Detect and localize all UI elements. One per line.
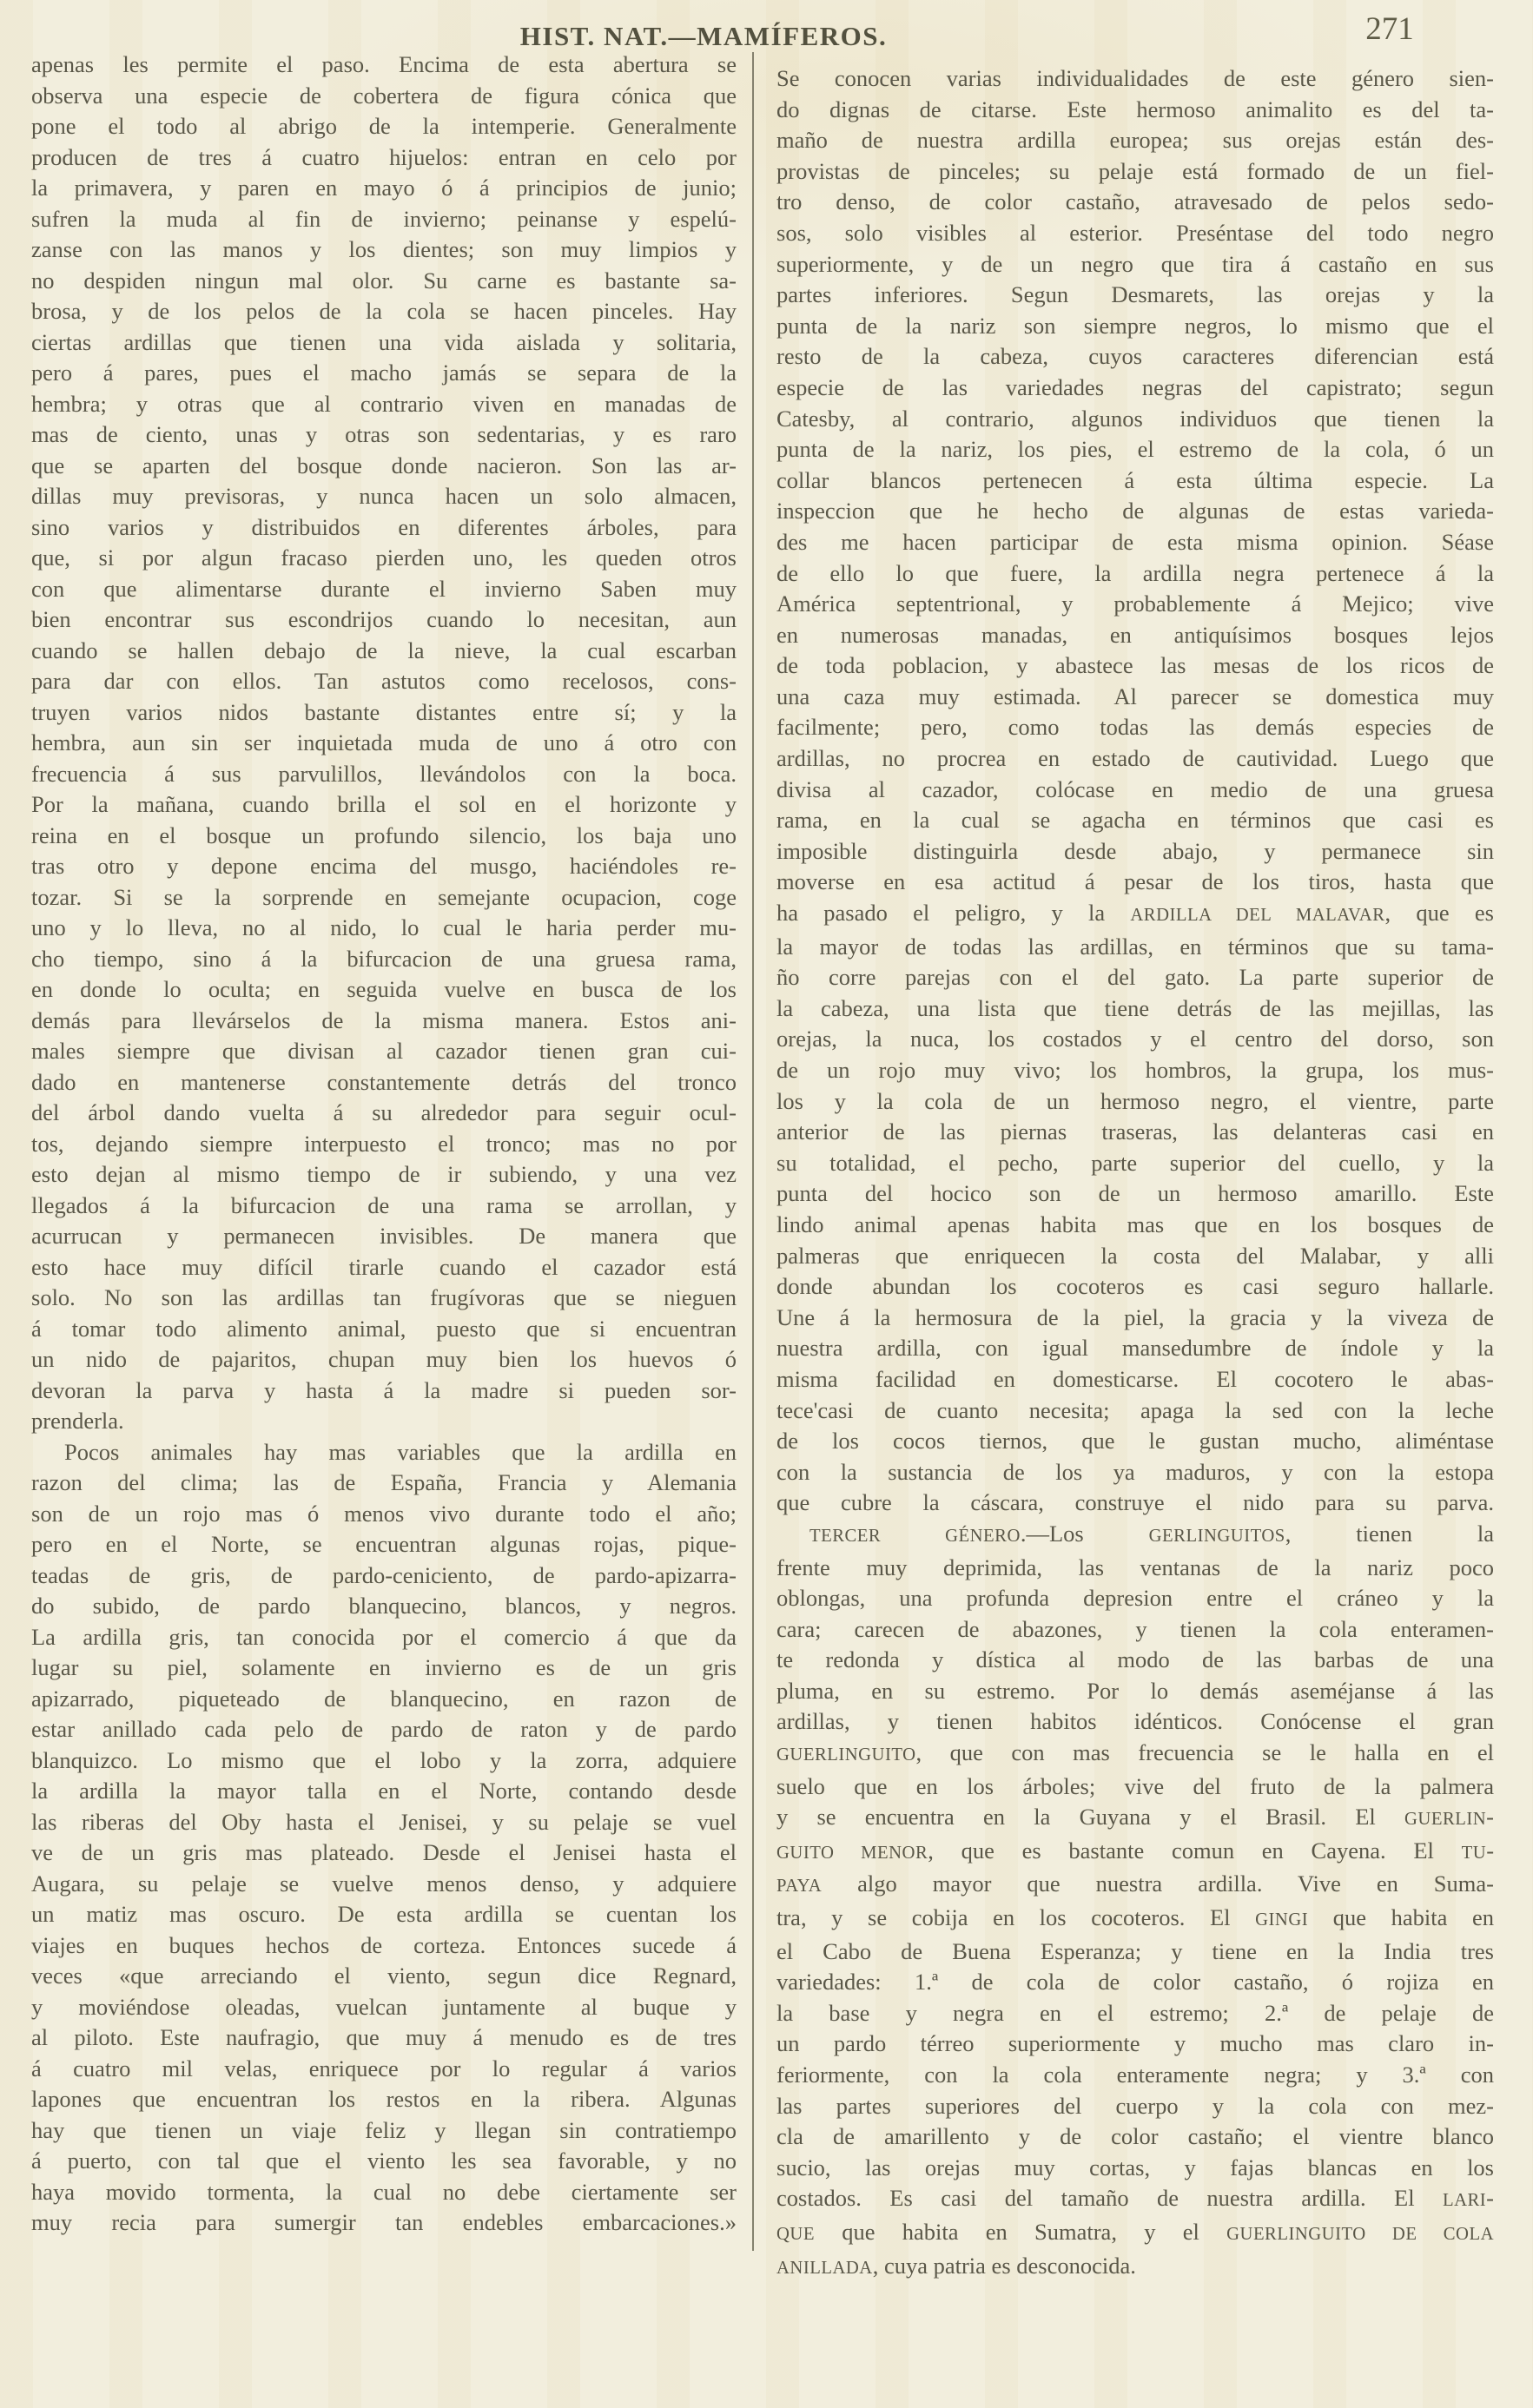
text-line: Catesby, al contrario, algunos individuos que tienen la bbox=[776, 405, 1494, 432]
text-line: la base y negra en el estremo; 2.ª de pelaje de bbox=[776, 1999, 1494, 2026]
text-line: palmeras que enriquecen la costa del Malabar, y alli bbox=[776, 1242, 1494, 1269]
text-line: para dar con ellos. Tan astutos como recelosos, cons- bbox=[31, 668, 737, 694]
text-line: tozar. Si se la sorprende en semejante ocupacion, coge bbox=[31, 883, 737, 910]
text-line: el Cabo de Buena Esperanza; y tiene en la India tres bbox=[776, 1937, 1494, 1964]
text-line: oblongas, una profunda depresion entre el cráneo y la bbox=[776, 1585, 1494, 1612]
text-line: la mayor de todas las ardillas, en términos que su tama- bbox=[776, 933, 1494, 960]
small-caps-text: GUERLINGUITO bbox=[776, 1745, 916, 1765]
small-caps-text: TERCER GÉNERO bbox=[809, 1526, 1021, 1546]
left-column bbox=[31, 49, 737, 2239]
text-line: en donde lo oculta; en seguida vuelve en busca de los bbox=[31, 976, 737, 1002]
small-caps-text: GERLINGUITOS bbox=[1148, 1526, 1285, 1546]
text-line: tras otro y depone encima del musgo, haciéndoles re- bbox=[31, 853, 737, 879]
text-line: maño de nuestra ardilla europea; sus orejas están des- bbox=[776, 127, 1494, 154]
text-line: tos, dejando siempre interpuesto el tronco; mas no por bbox=[31, 1130, 737, 1157]
text-line: haya movido tormenta, la cual no debe ciertamente ser bbox=[31, 2178, 737, 2205]
text-line: cla de amarillento y de color castaño; el vientre blanco bbox=[776, 2123, 1494, 2150]
text-line: prenderla. bbox=[31, 1408, 124, 1434]
text-line: Augara, su pelaje se vuelve menos denso, y adquiere bbox=[31, 1870, 737, 1897]
text-line: razon del clima; las de España, Francia y Alemania bbox=[31, 1469, 737, 1495]
text-line: Por la mañana, cuando brilla el sol en el horizonte y bbox=[31, 791, 737, 817]
text-line: moverse en esa actitud á pesar de los tiros, hasta que bbox=[776, 868, 1494, 895]
text-line: esto hace muy difícil tirarle cuando el cazador está bbox=[31, 1253, 737, 1280]
text-line: variedades: 1.ª de cola de color castaño, ó rojiza en bbox=[776, 1969, 1494, 1996]
text-line: collar blancos pertenecen á esta última especie. La bbox=[776, 466, 1494, 493]
text-line: sufren la muda al fin de invierno; peinanse y espelú- bbox=[31, 205, 737, 232]
text-line: sucio, las orejas muy cortas, y fajas blancas en los bbox=[776, 2154, 1494, 2180]
text-line: hembra; y otras que al contrario viven en manadas de bbox=[31, 390, 737, 417]
text-line: acurrucan y permanecen invisibles. De manera que bbox=[31, 1223, 737, 1249]
text-line: provistas de pinceles; su pelaje está formado de un fiel- bbox=[776, 157, 1494, 184]
text-line: ño corre parejas con el del gato. La parte superior de bbox=[776, 964, 1494, 991]
right-column bbox=[776, 63, 1494, 2284]
text-line: tece'casi de cuanto necesita; apaga la sed con la leche bbox=[776, 1396, 1494, 1423]
text-line: brosa, y de los pelos de la cola se hacen pinceles. Hay bbox=[31, 298, 737, 324]
text-line: lapones que encuentran los restos en la ribera. Algunas bbox=[31, 2086, 737, 2112]
small-caps-text: GUERLINGUITO DE COLA bbox=[1226, 2224, 1494, 2244]
text-line: los y la cola de un hermoso negro, el vientre, parte bbox=[776, 1087, 1494, 1114]
text-line: suelo que en los árboles; vive del fruto de la palmera bbox=[776, 1772, 1494, 1799]
text-line: á tomar todo alimento animal, puesto que si encuentran bbox=[31, 1315, 737, 1342]
small-caps-text: GINGI bbox=[1255, 1910, 1309, 1930]
text-line: pone el todo al abrigo de la intemperie. Generalmente bbox=[31, 113, 737, 139]
text-line: frecuencia á sus parvulillos, llevándolos con la boca. bbox=[31, 760, 737, 787]
text-line: Se conocen varias individualidades de este género sien- bbox=[776, 65, 1494, 91]
text-line: ciertas ardillas que tienen una vida aislada y solitaria, bbox=[31, 328, 737, 355]
text-line: lindo animal apenas habita mas que en los bosques de bbox=[776, 1211, 1494, 1237]
text-line: mas de ciento, unas y otras son sedentarias, y es raro bbox=[31, 421, 737, 447]
text-line: que se aparten del bosque donde nacieron. Son las ar- bbox=[31, 452, 737, 478]
text-line: TERCER GÉNERO.—Los GERLINGUITOS, tienen la bbox=[809, 1520, 1494, 1547]
text-line: GUITO MENOR, que es bastante comun en Cayena. El TU- bbox=[776, 1837, 1495, 1864]
text-line: llegados á la bifurcacion de una rama se arrollan, y bbox=[31, 1191, 737, 1218]
small-caps-text: GUERLIN bbox=[1404, 1810, 1487, 1830]
text-line: Pocos animales hay mas variables que la ardilla en bbox=[64, 1438, 737, 1465]
text-line: partes inferiores. Segun Desmarets, las orejas y la bbox=[776, 281, 1494, 308]
text-line: PAYA algo mayor que nuestra ardilla. Vive en Suma- bbox=[776, 1870, 1494, 1897]
text-line: un matiz mas oscuro. De esta ardilla se cuentan los bbox=[31, 1901, 737, 1927]
text-line: apizarrado, piqueteado de blanquecino, en razon de bbox=[31, 1685, 737, 1712]
text-line: reina en el bosque un profundo silencio, los baja uno bbox=[31, 821, 737, 848]
text-line: donde abundan los cocoteros es casi seguro hallarle. bbox=[776, 1273, 1494, 1300]
text-line: punta de la nariz son siempre negros, lo mismo que el bbox=[776, 312, 1494, 339]
text-line: con la sustancia de los ya maduros, y con la estopa bbox=[776, 1458, 1494, 1485]
text-line: devoran la parva y hasta á la madre si pueden sor- bbox=[31, 1376, 737, 1403]
text-line: sos, solo visibles al esterior. Preséntase del todo negro bbox=[776, 219, 1494, 246]
text-line: punta de la nariz, los pies, el estremo de la cola, ó un bbox=[776, 436, 1494, 463]
text-line: de los cocos tiernos, que le gustan mucho, aliméntase bbox=[776, 1428, 1494, 1455]
page-number: 271 bbox=[1365, 11, 1414, 47]
text-line: veces «que arreciando el viento, segun dice Regnard, bbox=[31, 1963, 737, 1989]
text-line: costados. Es casi del tamaño de nuestra ardilla. El LARI- bbox=[776, 2185, 1494, 2212]
text-line: dado en mantenerse constantemente detrás del tronco bbox=[31, 1068, 737, 1095]
text-line: estar anillado cada pelo de pardo de raton y de pardo bbox=[31, 1716, 737, 1742]
text-line: te redonda y dística al modo de las barbas de una bbox=[776, 1646, 1494, 1673]
text-line: facilmente; pero, como todas las demás especies de bbox=[776, 714, 1494, 741]
text-line: lugar su piel, solamente en invierno es de un gris bbox=[31, 1654, 737, 1680]
text-line: resto de la cabeza, cuyos caracteres diferencian está bbox=[776, 343, 1494, 370]
text-line: la primavera, y paren en mayo ó á principios de junio; bbox=[31, 175, 737, 201]
small-caps-text: PAYA bbox=[776, 1877, 823, 1897]
text-line: de ello lo que fuere, la ardilla negra pertenece á la bbox=[776, 559, 1494, 586]
text-line: de toda poblacion, y abastece las mesas de los ricos de bbox=[776, 652, 1494, 679]
text-line: Une á la hermosura de la piel, la gracia y la viveza de bbox=[776, 1303, 1494, 1330]
text-line: muy recia para sumergir tan endebles embarcaciones.» bbox=[31, 2209, 737, 2235]
text-line: frente muy deprimida, las ventanas de la nariz poco bbox=[776, 1554, 1494, 1580]
text-line: del árbol dando vuelta á su alrededor para seguir ocul- bbox=[31, 1099, 737, 1125]
text-line: hembra, aun sin ser inquietada muda de uno á otro con bbox=[31, 729, 737, 755]
text-line: superiormente, y de un negro que tira á castaño en sus bbox=[776, 250, 1494, 277]
text-line: que cubre la cáscara, construye el nido para su parva. bbox=[776, 1489, 1494, 1516]
text-line: des me hacen participar de esta misma opinion. Séase bbox=[776, 528, 1494, 555]
text-line: la ardilla la mayor talla en el Norte, contando desde bbox=[31, 1778, 737, 1804]
text-line: solo. No son las ardillas tan frugívoras que se nieguen bbox=[31, 1284, 737, 1310]
text-line: ardillas, y tienen habitos idénticos. Conócense el gran bbox=[776, 1708, 1494, 1735]
text-line: y se encuentra en la Guyana y el Brasil. El GUERLIN- bbox=[776, 1804, 1494, 1831]
small-caps-text: ARDILLA DEL MALAVAR bbox=[1130, 906, 1385, 926]
text-line: á cuatro mil velas, enriquece por lo regular á varios bbox=[31, 2055, 737, 2081]
text-line: uno y lo lleva, no al nido, lo cual le haria perder mu- bbox=[31, 914, 737, 940]
text-line: QUE que habita en Sumatra, y el GUERLINGUITO DE COLA bbox=[776, 2218, 1494, 2245]
text-line: pluma, en su estremo. Por lo demás aseméjanse á las bbox=[776, 1677, 1494, 1704]
text-line: apenas les permite el paso. Encima de esta abertura se bbox=[31, 51, 737, 77]
text-line: un pardo térreo superiormente y mucho mas claro in- bbox=[776, 2030, 1494, 2057]
text-line: de un rojo muy vivo; los hombros, la grupa, los mus- bbox=[776, 1057, 1494, 1083]
text-line: La ardilla gris, tan conocida por el comercio á que da bbox=[31, 1623, 737, 1650]
text-line: su totalidad, el pecho, parte superior del cuello, y la bbox=[776, 1149, 1494, 1176]
text-line: especie de las variedades negras del capistrato; segun bbox=[776, 373, 1494, 400]
text-line: pero en el Norte, se encuentran algunas rojas, pique- bbox=[31, 1531, 737, 1557]
text-line: ardillas, no procrea en estado de cautividad. Luego que bbox=[776, 745, 1494, 772]
small-caps-text: GUITO MENOR bbox=[776, 1843, 928, 1863]
running-header: HIST. NAT.—MAMÍFEROS. bbox=[519, 21, 888, 51]
text-line: sino varios y distribuidos en diferentes árboles, para bbox=[31, 513, 737, 540]
text-line: pero á pares, pues el macho jamás se separa de la bbox=[31, 360, 737, 386]
text-line: á puerto, con tal que el viento les sea favorable, y no bbox=[31, 2147, 737, 2174]
small-caps-text: TU bbox=[1461, 1843, 1487, 1863]
text-line: cho tiempo, sino á la bifurcacion de una gruesa rama, bbox=[31, 945, 737, 972]
text-line: que, si por algun fracaso pierden uno, les queden otros bbox=[31, 544, 737, 571]
text-line: zanse con las manos y los dientes; son muy limpios y bbox=[31, 236, 737, 262]
text-line: un nido de pajaritos, chupan muy bien los huevos ó bbox=[31, 1346, 737, 1372]
text-line: misma facilidad en domesticarse. El cocotero le abas- bbox=[776, 1365, 1494, 1392]
text-line: y moviéndose oleadas, vuelcan juntamente al buque y bbox=[31, 1993, 737, 2020]
text-line: América septentrional, y probablemente á Mejico; vive bbox=[776, 590, 1494, 617]
small-caps-text: ANILLADA bbox=[776, 2258, 873, 2278]
text-line: cuando se hallen debajo de la nieve, la cual escarban bbox=[31, 637, 737, 663]
text-line: producen de tres á cuatro hijuelos: entran en celo por bbox=[31, 143, 737, 170]
text-line: al piloto. Este naufragio, que muy á menudo es de tres bbox=[31, 2024, 737, 2050]
text-line: son de un rojo mas ó menos vivo durante todo el año; bbox=[31, 1500, 737, 1527]
text-line: observa una especie de cobertera de figura cónica que bbox=[31, 82, 737, 109]
text-line: tro denso, de color castaño, atravesado de pelos sedo- bbox=[776, 188, 1494, 215]
text-line: feriormente, con la cola enteramente negra; y 3.ª con bbox=[776, 2062, 1494, 2088]
text-line: las partes superiores del cuerpo y la cola con mez- bbox=[776, 2092, 1494, 2119]
text-line: la cabeza, una lista que tiene detrás de las mejillas, las bbox=[776, 994, 1494, 1021]
text-line: rama, en la cual se agacha en términos que casi es bbox=[776, 807, 1494, 834]
text-line: truyen varios nidos bastante distantes entre sí; y la bbox=[31, 698, 737, 725]
text-line: hay que tienen un viaje feliz y llegan sin contratiempo bbox=[31, 2116, 737, 2143]
text-line: tra, y se cobija en los cocoteros. El GINGI que habita en bbox=[776, 1904, 1494, 1931]
text-line: una caza muy estimada. Al parecer se domestica muy bbox=[776, 683, 1494, 709]
text-line: viajes en buques hechos de corteza. Entonces sucede á bbox=[31, 1931, 737, 1958]
text-line: ve de un gris mas plateado. Desde el Jenisei hasta el bbox=[31, 1839, 737, 1865]
small-caps-text: QUE bbox=[776, 2224, 815, 2244]
text-line: en numerosas manadas, en antiquísimos bosques lejos bbox=[776, 621, 1494, 648]
text-line: las riberas del Oby hasta el Jenisei, y su pelaje se vuel bbox=[31, 1808, 737, 1835]
text-line: punta del hocico son de un hermoso amarillo. Este bbox=[776, 1180, 1494, 1207]
text-line: ha pasado el peligro, y la ARDILLA DEL MALAVAR, que es bbox=[776, 900, 1494, 927]
text-line: inspeccion que he hecho de algunas de estas varieda- bbox=[776, 498, 1494, 524]
text-line: con que alimentarse durante el invierno Saben muy bbox=[31, 575, 737, 602]
text-line: do dignas de citarse. Este hermoso animalito es del ta- bbox=[776, 96, 1494, 122]
text-line: nuestra ardilla, con igual mansedumbre de índole y la bbox=[776, 1335, 1494, 1362]
column-divider bbox=[752, 52, 754, 2251]
text-line: divisa al cazador, colócase en medio de una gruesa bbox=[776, 775, 1494, 802]
small-caps-text: LARI bbox=[1442, 2191, 1487, 2211]
text-line: esto dejan al mismo tiempo de ir subiendo, y una vez bbox=[31, 1161, 737, 1187]
text-line: teadas de gris, de pardo-ceniciento, de pardo-apizarra- bbox=[31, 1561, 737, 1588]
text-line: imposible distinguirla desde abajo, y permanece sin bbox=[776, 837, 1494, 864]
text-line: no despiden ningun mal olor. Su carne es bastante sa- bbox=[31, 267, 737, 294]
text-line: demás para llevárselos de la misma manera. Estos ani- bbox=[31, 1006, 737, 1033]
text-line: dillas muy previsoras, y nunca hacen un solo almacen, bbox=[31, 483, 737, 509]
text-line: ANILLADA, cuya patria es desconocida. bbox=[776, 2252, 1136, 2279]
text-line: GUERLINGUITO, que con mas frecuencia se le halla en el bbox=[776, 1739, 1494, 1766]
text-line: anterior de las piernas traseras, las delanteras casi en bbox=[776, 1118, 1494, 1145]
text-line: blanquizco. Lo mismo que el lobo y la zorra, adquiere bbox=[31, 1746, 737, 1773]
text-line: cara; carecen de abazones, y tienen la cola enteramen- bbox=[776, 1615, 1494, 1642]
text-line: bien encontrar sus escondrijos cuando lo necesitan, aun bbox=[31, 606, 737, 632]
text-line: do subido, de pardo blanquecino, blancos, y negros. bbox=[31, 1593, 737, 1619]
text-line: males siempre que divisan al cazador tienen gran cui- bbox=[31, 1038, 737, 1064]
text-line: orejas, la nuca, los costados y el centro del dorso, son bbox=[776, 1026, 1494, 1052]
